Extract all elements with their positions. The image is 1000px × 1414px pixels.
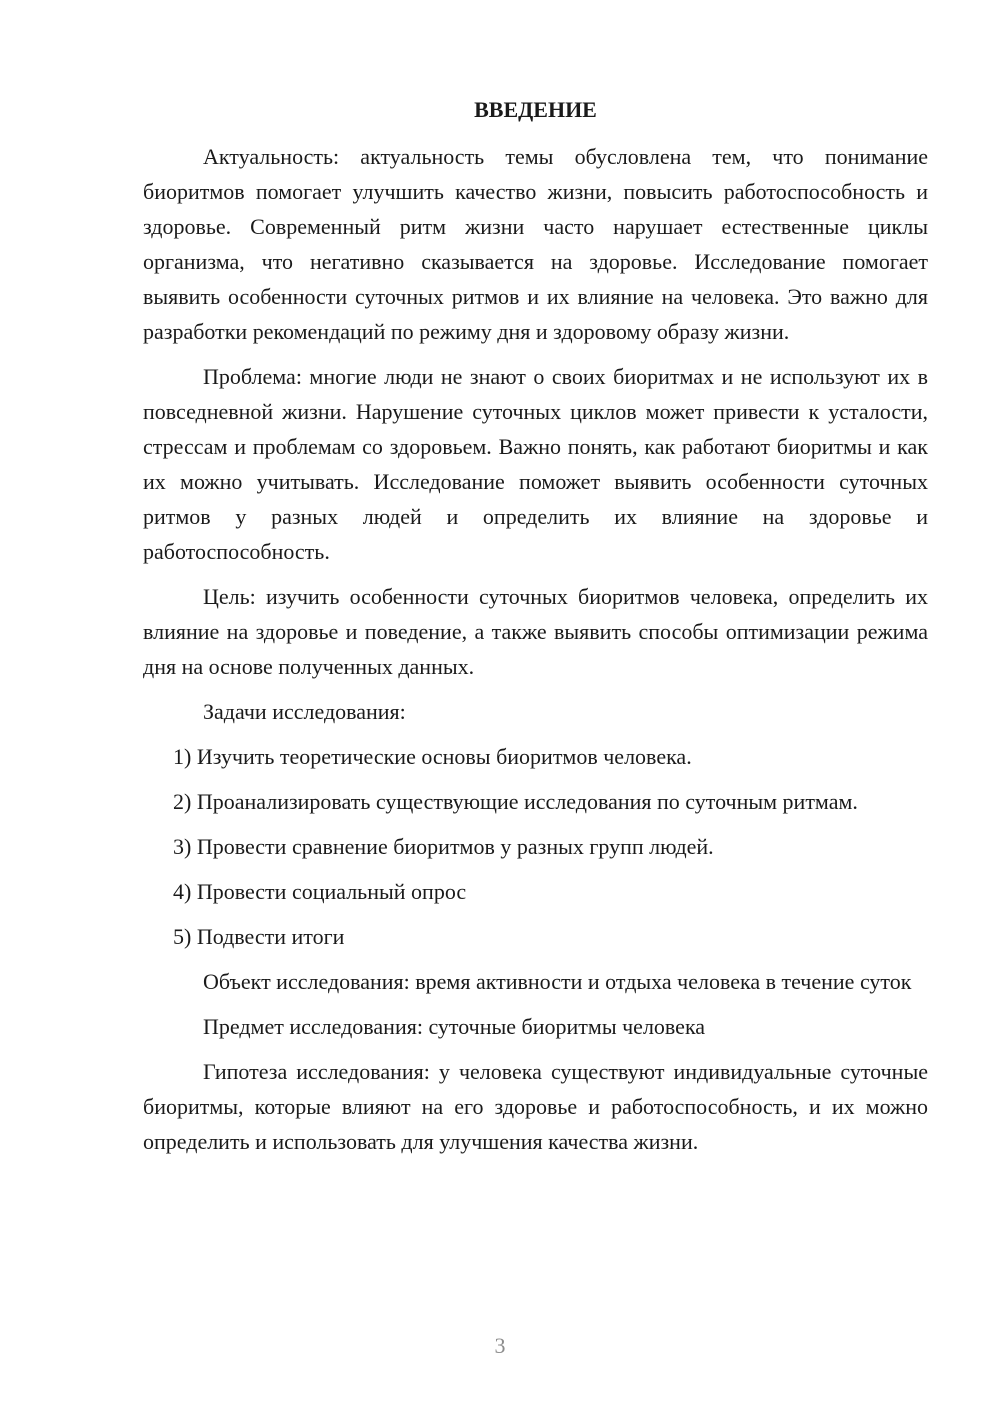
relevance-paragraph: Актуальность: актуальность темы обусловлена тем, что понимание биоритмов помогает улучшить качество жизни, повысить работоспособность и здоровье. Современный ритм жизни часто нарушает естественные циклы организма, что негативно сказывается на здоровье. Исследование помогает выявить особенности суточных ритмов и их влияние на человека. Это важно для разработки рекомендаций по режиму дня и здоровому образу жизни.: [143, 144, 928, 344]
list-item: 5) Подвести итоги: [173, 924, 345, 949]
tasks-list: [143, 739, 928, 954]
hypothesis-paragraph: Гипотеза исследования: у человека существуют индивидуальные суточные биоритмы, которые влияют на его здоровье и работоспособность, и их можно определить и использовать для улучшения качества жизни.: [143, 1059, 928, 1154]
tasks-heading: Задачи исследования:: [203, 699, 406, 724]
list-item: 3) Провести сравнение биоритмов у разных групп людей.: [173, 834, 714, 859]
goal-paragraph: Цель: изучить особенности суточных биоритмов человека, определить их влияние на здоровье и поведение, а также выявить способы оптимизации режима дня на основе полученных данных.: [143, 584, 928, 679]
list-item: 4) Провести социальный опрос: [173, 879, 467, 904]
problem-paragraph: Проблема: многие люди не знают о своих биоритмах и не используют их в повседневной жизни. Нарушение суточных циклов может привести к усталости, стрессам и проблемам со здоровьем. Важно понять, как работают биоритмы и как их можно учитывать. Исследование поможет выявить особенности суточных ритмов у разных людей и определить их влияние на здоровье и работоспособность.: [143, 364, 928, 564]
document-page: [143, 95, 928, 1169]
subject-paragraph: Предмет исследования: суточные биоритмы человека: [203, 1014, 706, 1039]
page-title: ВВЕДЕНИЕ: [474, 97, 597, 122]
list-item: 1) Изучить теоретические основы биоритмов человека.: [173, 744, 692, 769]
page-number: 3: [494, 1333, 506, 1358]
object-paragraph: Объект исследования: время активности и отдыха человека в течение суток: [203, 969, 912, 994]
list-item: 2) Проанализировать существующие исследования по суточным ритмам.: [173, 789, 858, 814]
